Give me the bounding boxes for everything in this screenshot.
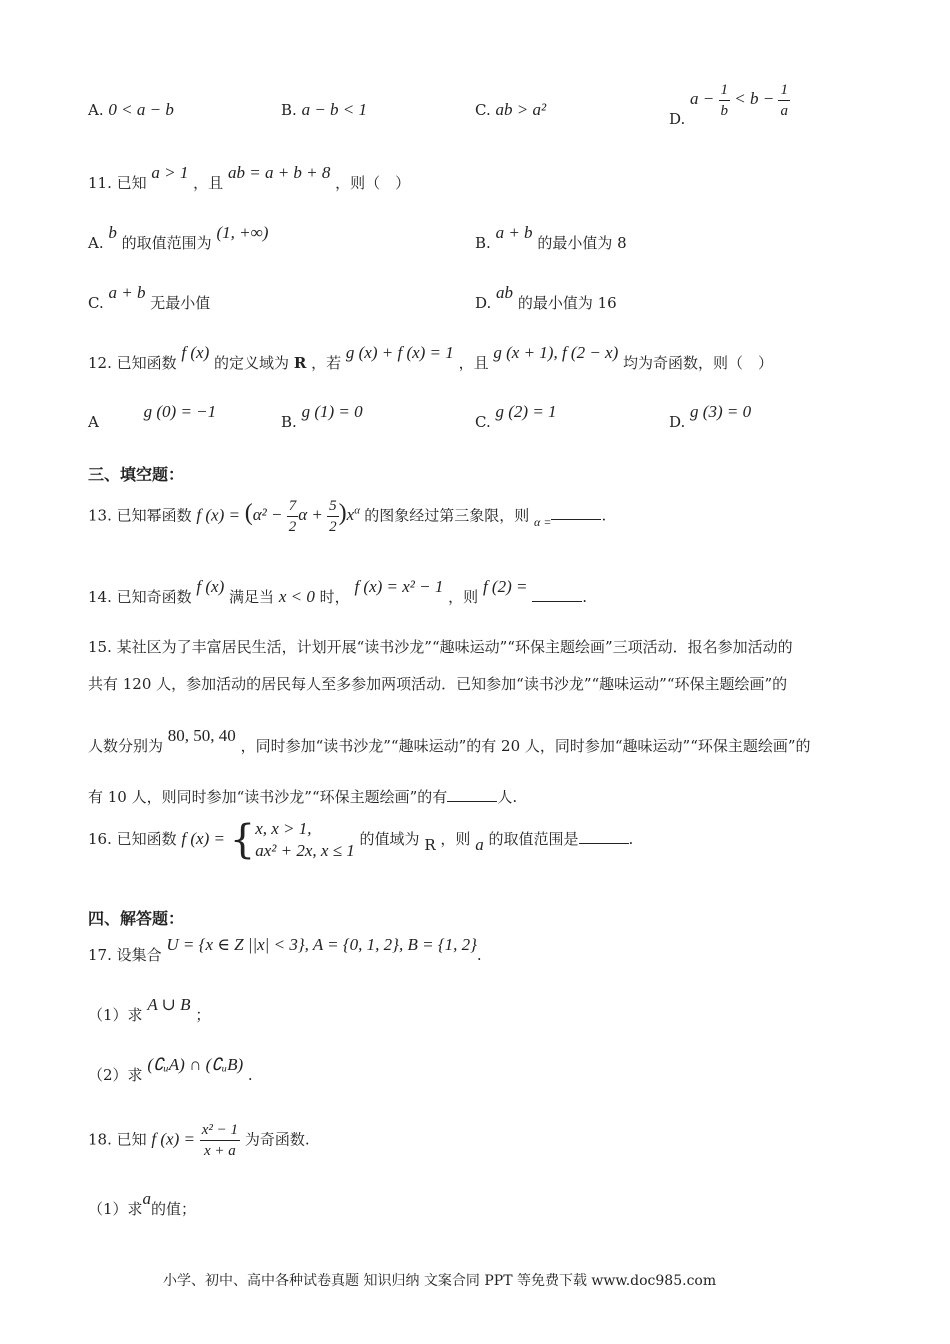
q13-tail: 的图象经过第三象限，则 — [364, 506, 530, 525]
q10-a-label: A. — [88, 101, 104, 119]
q11-stem — [88, 163, 411, 193]
q11-d-text: 的最小值为 16 — [517, 294, 617, 312]
q13-blank — [551, 505, 601, 520]
q12-R: R — [293, 354, 307, 372]
q18-numer: x² − 1 — [200, 1120, 240, 1141]
q10-c-expr: ab > a² — [495, 100, 547, 119]
q12-a — [88, 402, 217, 432]
q11-end: ，则（ ） — [335, 174, 411, 192]
q12-d — [669, 402, 752, 432]
q16-stem: 16. 已知函数 f (x) = {x, x > 1, ax² + 2x, x ≤ 1 的值域为 R ，则 a 的取值范围是 . — [88, 817, 634, 863]
q14-expr: f (x) = x² − 1 — [354, 577, 444, 596]
q12-a-label: A — [88, 413, 99, 431]
q15-line2: 共有 120 人，参加活动的居民每人至多参加两项活动．已知参加“读书沙龙”“趣味运动”“环保主题绘画”的 — [88, 675, 788, 693]
q12-cond1: g (x) + f (x) = 1 — [345, 343, 454, 362]
q16-case1: x, x > 1, — [255, 819, 312, 838]
q17-num: 17. 设集合 — [88, 946, 162, 964]
q11-a-expr: (1, +∞) — [216, 223, 269, 242]
q12-d-label: D. — [669, 413, 686, 431]
q18-p1-label: （1）求 — [88, 1200, 143, 1218]
page-footer: 小学、初中、高中各种试卷真题 知识归纳 文案合同 PPT 等免费下载 www.doc985.com — [163, 1273, 717, 1289]
q14-t2: 时， — [319, 588, 350, 606]
q10-b — [281, 100, 367, 120]
q17-p2-label: （2）求 — [88, 1066, 143, 1084]
q11-cond1: a > 1 — [151, 163, 189, 182]
q10-d-label: D. — [669, 110, 686, 129]
q13-alpha: α = — [534, 515, 552, 530]
q15-line4 — [88, 786, 517, 807]
q18-stem — [88, 1120, 310, 1161]
q11-b — [475, 223, 627, 253]
q11-cond2: ab = a + b + 8 — [227, 163, 331, 182]
q12-b-expr: g (1) = 0 — [301, 402, 363, 421]
q16-blank — [579, 829, 629, 844]
q18-p1 — [88, 1189, 197, 1219]
q11-d-label: D. — [475, 294, 492, 312]
q10-c-label: C. — [475, 101, 491, 119]
q11-d-var: ab — [496, 283, 514, 302]
q15-line4-end: 人. — [497, 788, 518, 806]
q13-f: f (x) = — [196, 505, 240, 525]
q13-end: . — [601, 506, 607, 525]
q17-p2-expr: (∁ᵤA) ∩ (∁ᵤB) — [147, 1055, 244, 1074]
q12-f: f (x) — [181, 343, 210, 362]
q11-c-var: a + b — [108, 283, 146, 302]
q15-line3a: 人数分别为 — [88, 737, 164, 755]
q15-nums: 80, 50, 40 — [167, 726, 236, 745]
q14-stem — [88, 577, 588, 607]
q15-line1: 15. 某社区为了丰富居民生活，计划开展“读书沙龙”“趣味运动”“环保主题绘画”三项活动．报名参加活动的 — [88, 638, 793, 656]
q11-b-label: B. — [475, 234, 491, 252]
q17-end: . — [476, 946, 482, 964]
q16-t3: 的取值范围是 — [488, 830, 579, 848]
q16-f: f (x) = — [181, 829, 225, 848]
q12-a-expr: g (0) = −1 — [143, 402, 217, 421]
q16-end: . — [628, 830, 634, 848]
q18-f: f (x) = — [151, 1129, 195, 1149]
q16-t1: 的值域为 — [359, 830, 420, 848]
q11-c-text: 无最小值 — [150, 294, 211, 312]
q12-num: 12. 已知函数 — [88, 354, 177, 372]
q11-c — [88, 283, 211, 313]
q18-denom: x + a — [204, 1143, 236, 1159]
q12-b — [281, 402, 363, 432]
q11-d — [475, 283, 617, 313]
q12-c-expr: g (2) = 1 — [495, 402, 557, 421]
q17-expr: U = {x ∈ Z ||x| < 3}, A = {0, 1, 2}, B = {1, 2} — [166, 935, 477, 954]
q11-num: 11. 已知 — [88, 174, 147, 192]
q16-cases — [255, 818, 355, 862]
q12-c-label: C. — [475, 413, 491, 431]
q18-num: 18. 已知 — [88, 1130, 147, 1149]
section-4-heading: 四、解答题： — [88, 909, 185, 928]
q17-stem — [88, 935, 482, 965]
q14-cond: x < 0 — [278, 587, 315, 606]
q12-stem — [88, 343, 774, 373]
q18-t1: 为奇函数. — [244, 1130, 310, 1149]
q10-d-expr: a − $\frac{1}{b}$ < b − $\frac{1}{a}$ — [690, 82, 788, 119]
q14-blank — [532, 587, 582, 602]
q11-a-var: b — [108, 223, 117, 242]
q10-options — [88, 100, 174, 120]
q12-d-expr: g (3) = 0 — [690, 402, 752, 421]
q10-b-expr: a − b < 1 — [301, 100, 368, 119]
q12-cond2: g (x + 1), f (2 − x) — [493, 343, 619, 362]
q14-f: f (x) — [196, 577, 225, 596]
section-3-heading: 三、填空题： — [88, 465, 185, 484]
q12-b-label: B. — [281, 413, 297, 431]
q14-t1: 满足当 — [229, 588, 275, 606]
q15-line3 — [88, 726, 811, 756]
q18-fraction — [200, 1120, 240, 1161]
q17-p2 — [88, 1055, 253, 1085]
q10-a-expr: 0 < a − b — [108, 100, 174, 119]
q14-t3: ，则 — [448, 588, 479, 606]
q11-sep: ，且 — [193, 174, 224, 192]
q13-stem — [88, 496, 606, 537]
q13-num: 13. 已知幂函数 — [88, 506, 192, 525]
q11-a-text: 的取值范围为 — [121, 234, 212, 252]
q18-p1-end: 的值； — [151, 1200, 197, 1218]
q10-b-label: B. — [281, 101, 297, 119]
q16-num: 16. 已知函数 — [88, 830, 177, 848]
q11-c-label: C. — [88, 294, 104, 312]
q15-line3b: ，同时参加“读书沙龙”“趣味运动”的有 20 人，同时参加“趣味运动”“环保主题绘画”的 — [240, 737, 811, 755]
q16-t2: ，则 — [440, 830, 471, 848]
q16-R: R — [424, 836, 436, 854]
q12-t4: 均为奇函数，则（ ） — [623, 354, 774, 372]
q11-a — [88, 223, 269, 253]
q16-a: a — [475, 835, 484, 854]
q10-c — [475, 100, 546, 120]
q12-t3: ，且 — [458, 354, 489, 372]
q17-p1-end: ； — [195, 1006, 211, 1024]
q17-p1-expr: A ∪ B — [147, 995, 191, 1014]
q17-p1-label: （1）求 — [88, 1006, 143, 1024]
q14-end: . — [582, 588, 588, 606]
q17-p2-end: . — [247, 1066, 253, 1084]
q11-b-var: a + b — [495, 223, 533, 242]
q14-ask: f (2) = — [482, 577, 528, 596]
q11-b-text: 的最小值为 8 — [537, 234, 627, 252]
q15-line4-text: 有 10 人，则同时参加“读书沙龙”“环保主题绘画”的有 — [88, 788, 448, 806]
q16-case2: ax² + 2x, x ≤ 1 — [255, 841, 355, 860]
q12-t2: ，若 — [311, 354, 342, 372]
q13-coef-expr: (α² − $\frac{7}{2}$ α + $\frac{5}{2}$ )$x^\alpha$ — [244, 498, 360, 535]
q12-c — [475, 402, 557, 432]
q14-num: 14. 已知奇函数 — [88, 588, 192, 606]
q17-p1 — [88, 995, 211, 1025]
q15-blank — [447, 787, 497, 802]
q11-a-label: A. — [88, 234, 104, 252]
q12-t1: 的定义域为 — [214, 354, 290, 372]
q18-p1-var: a — [142, 1189, 152, 1208]
q10-d — [669, 80, 790, 129]
